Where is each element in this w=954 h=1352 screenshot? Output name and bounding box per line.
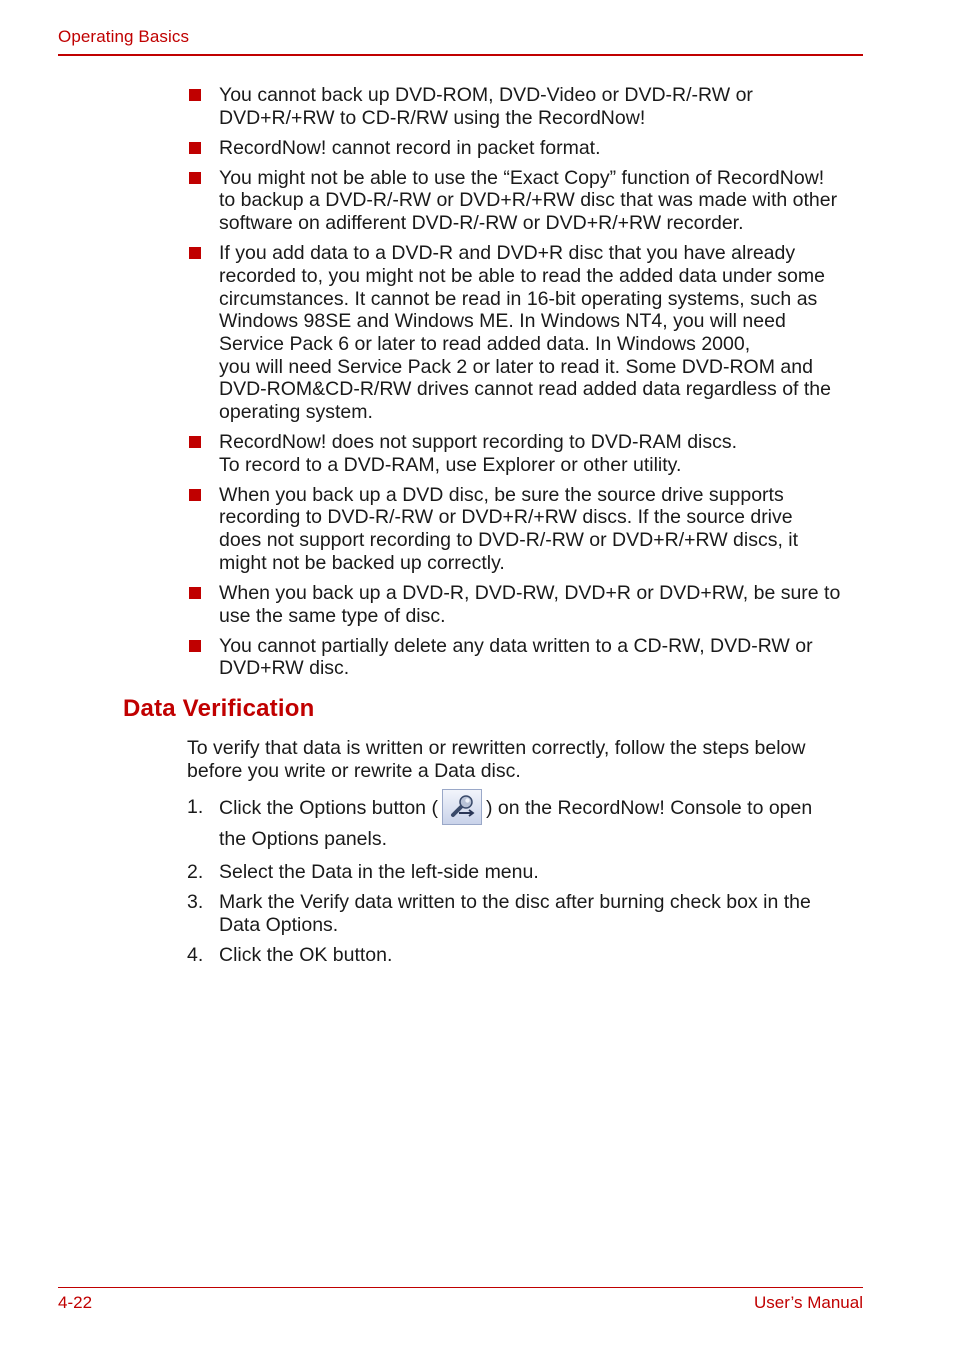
wrench-icon [442,789,482,825]
section-intro: To verify that data is written or rewritten correctly, follow the steps below before you write or rewrite a Data disc. [187,737,806,782]
footer-rule [58,1287,863,1288]
steps-list [187,793,867,974]
square-bullet-icon [189,587,201,599]
step-number: 2. [187,861,204,884]
manual-title: User’s Manual [754,1293,863,1312]
bullet-item: You cannot partially delete any data written to a CD-RW, DVD-RW or DVD+RW disc. [187,635,867,680]
page-number: 4-22 [58,1293,93,1312]
header-rule [58,54,863,56]
step-number: 1. [187,796,204,818]
step-item: 4. Click the OK button. [187,944,393,966]
bullet-item: When you back up a DVD-R, DVD-RW, DVD+R or DVD+RW, be sure to use the same type of disc. [187,582,867,627]
square-bullet-icon [189,247,201,259]
step-number: 4. [187,944,204,966]
step-number: 3. [187,891,204,914]
step-item: 3. Mark the Verify data written to the disc after burning check box in the Data Options. [187,891,811,936]
square-bullet-icon [189,640,201,652]
square-bullet-icon [189,489,201,501]
bullet-item: RecordNow! cannot record in packet format. [187,137,867,160]
bullet-item: You might not be able to use the “Exact Copy” function of RecordNow! to backup a DVD-R/-RW or DVD+R/+RW disc that was made with other software on adifferent DVD-R/-RW or DVD+R/+RW recorder. [187,167,867,235]
bullet-item: RecordNow! does not support recording to DVD-RAM discs. To record to a DVD-RAM, use Explorer or other utility. [187,431,867,476]
section-title: Data Verification [123,695,315,722]
running-header: Operating Basics [58,27,190,46]
bullet-item: If you add data to a DVD-R and DVD+R disc that you have already recorded to, you might not be able to read the added data under some circumstances. It cannot be read in 16-bit operating systems, such as Windows 98SE and Windows ME. In Windows NT4, you will need Service Pack 6 or later to read added data. In Windows 2000, you will need Service Pack 2 or later to read it. Some DVD-ROM and DVD-ROM&CD-R/RW drives cannot read added data regardless of the operating system. [187,242,867,424]
square-bullet-icon [189,142,201,154]
square-bullet-icon [189,89,201,101]
step-item: 1. Click the Options button ( ) on the RecordNow! Console to open the Options panels. [187,793,867,854]
bullet-item: When you back up a DVD disc, be sure the source drive supports recording to DVD-R/-RW or DVD+R/+RW discs. If the source drive does not support recording to DVD-R/-RW or DVD+R/+RW discs, it might not be backed up correctly. [187,484,867,575]
bullet-item: You cannot back up DVD-ROM, DVD-Video or DVD-R/-RW or DVD+R/+RW to CD-R/RW using the RecordNow! [187,84,867,129]
square-bullet-icon [189,172,201,184]
step-item: 2. Select the Data in the left-side menu. [187,861,539,884]
bullet-list [187,84,867,687]
square-bullet-icon [189,436,201,448]
